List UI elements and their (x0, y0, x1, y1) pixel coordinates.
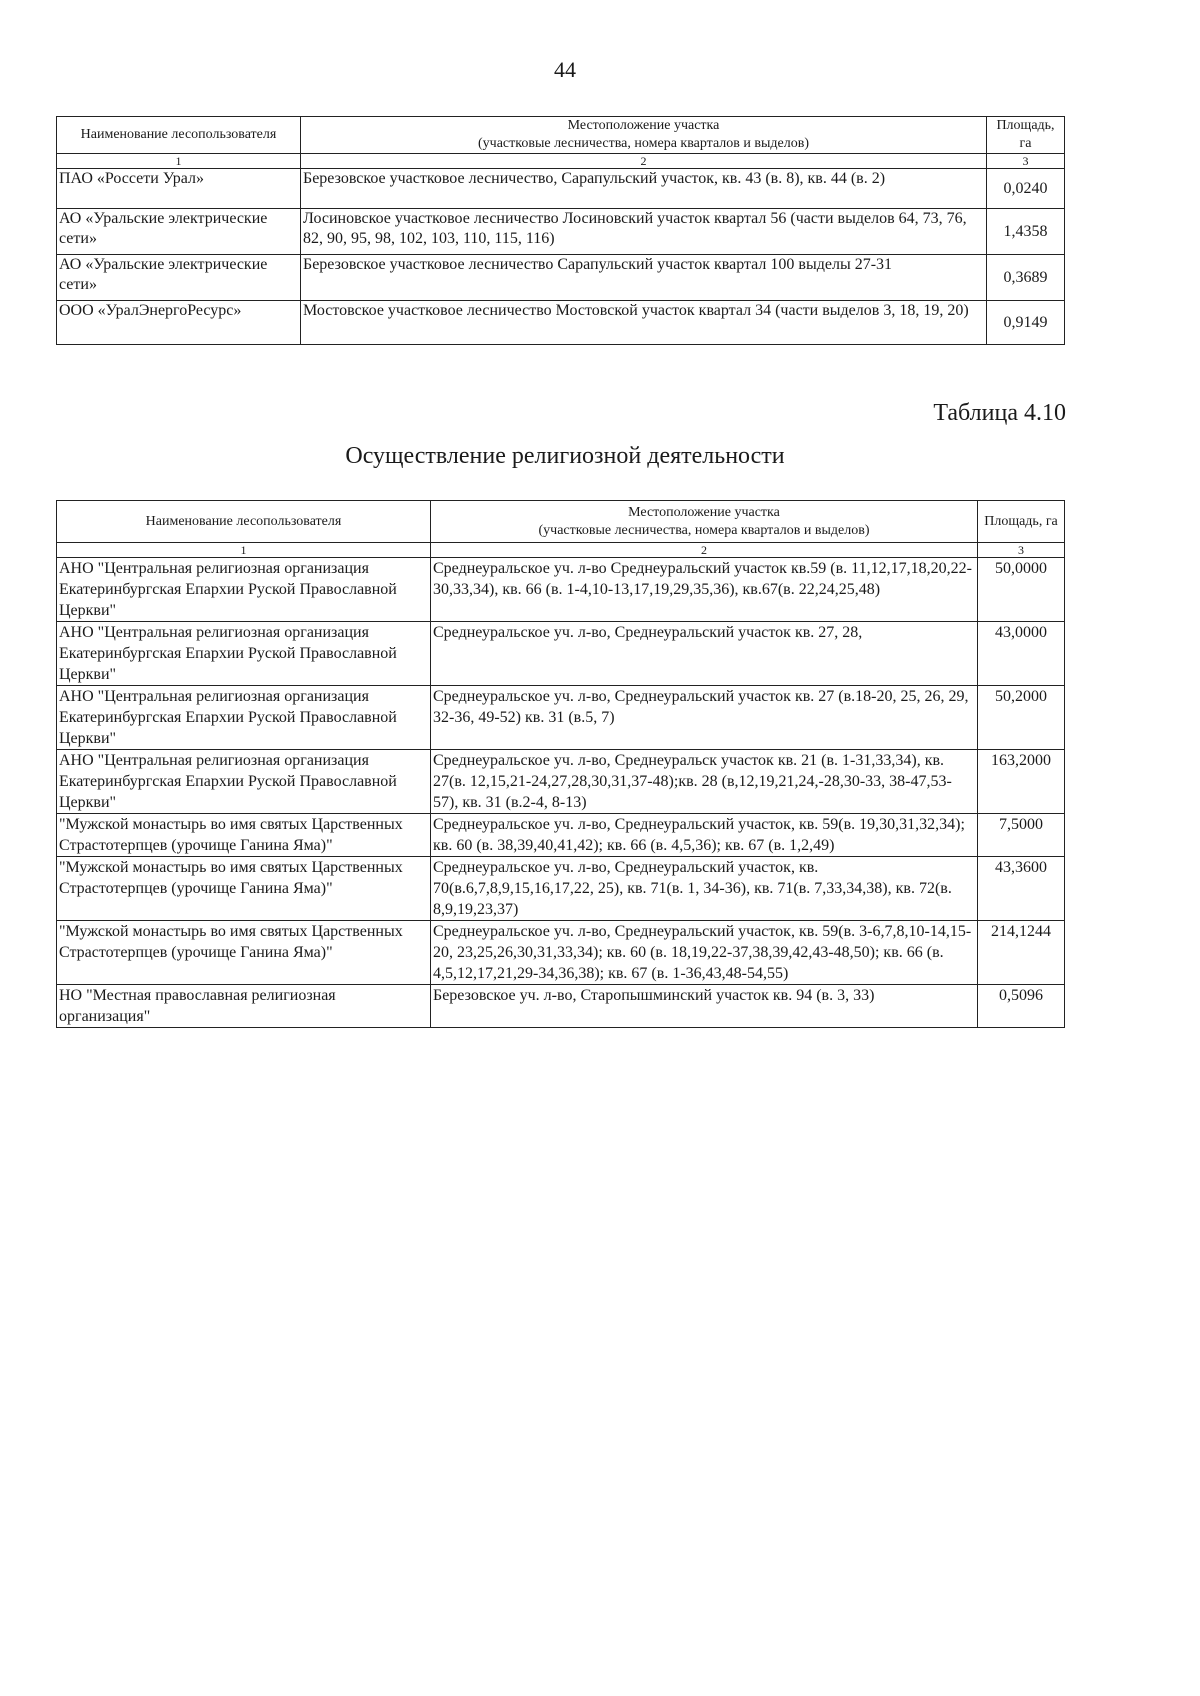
table-row (57, 985, 1065, 1028)
page-number: 44 (554, 57, 576, 82)
cell-location: Среднеуральское уч. л-во, Среднеуральский участок, кв. 59(в. 19,30,31,32,34); кв. 60 (в. 38,39,40,41,42); кв. 66 (в. 4,5,36); кв. 67 (в. 1,2,49) (431, 814, 978, 857)
cell-area: 214,1244 (978, 921, 1065, 985)
cell-area: 43,0000 (978, 622, 1065, 686)
column-number-row: 1 2 3 (57, 154, 1065, 169)
table-row (57, 921, 1065, 985)
table-row (57, 301, 1065, 345)
cell-area: 50,0000 (978, 558, 1065, 622)
cell-area: 43,3600 (978, 857, 1065, 921)
cell-location: Березовское участковое лесничество Сарапульский участок квартал 100 выделы 27-31 (301, 255, 987, 301)
cell-location: Среднеуральское уч. л-во, Среднеуральский участок кв. 27 (в.18-20, 25, 26, 29, 32-36, 49-52) кв. 31 (в.5, 7) (431, 686, 978, 750)
cell-location: Среднеуральское уч. л-во, Среднеуральский участок кв. 27, 28, (431, 622, 978, 686)
cell-user: "Мужской монастырь во имя святых Царственных Страстотерпцев (урочище Ганина Яма)" (57, 921, 431, 985)
header-area: Площадь, га (978, 501, 1065, 543)
cell-location: Лосиновское участковое лесничество Лосиновский участок квартал 56 (части выделов 64, 73, 76, 82, 90, 95, 98, 102, 103, 110, 115, 116) (301, 209, 987, 255)
cell-area: 50,2000 (978, 686, 1065, 750)
cell-location: Среднеуральское уч. л-во, Среднеуральск участок кв. 21 (в. 1-31,33,34), кв. 27(в. 12,15,21-24,27,28,30,31,37-48);кв. 28 (в,12,19,21,24,-28,30-33, 38-47,53-57), кв. 31 (в.2-4, 8-13) (431, 750, 978, 814)
cell-user: АО «Уральские электрические сети» (57, 209, 301, 255)
cell-area: 0,3689 (987, 255, 1065, 301)
cell-location: Мостовское участковое лесничество Мостовской участок квартал 34 (части выделов 3, 18, 19, 20) (301, 301, 987, 345)
religious-activity-table (56, 500, 1065, 1028)
cell-user: "Мужской монастырь во имя святых Царственных Страстотерпцев (урочище Ганина Яма)" (57, 857, 431, 921)
cell-user: АНО "Центральная религиозная организация Екатеринбургская Епархии Руской Православной Церкви" (57, 622, 431, 686)
cell-area: 7,5000 (978, 814, 1065, 857)
table-row (57, 209, 1065, 255)
cell-user: АО «Уральские электрические сети» (57, 255, 301, 301)
cell-user: ООО «УралЭнергоРесурс» (57, 301, 301, 345)
table-row (57, 814, 1065, 857)
table-number-label: Таблица 4.10 (933, 400, 1066, 426)
cell-user: АНО "Центральная религиозная организация Екатеринбургская Епархии Руской Православной Церкви" (57, 686, 431, 750)
cell-location: Березовское уч. л-во, Старопышминский участок кв. 94 (в. 3, 33) (431, 985, 978, 1028)
header-user: Наименование лесопользователя (57, 117, 301, 154)
table-header-row (57, 501, 1065, 543)
table-row (57, 750, 1065, 814)
table-row (57, 558, 1065, 622)
cell-user: АНО "Центральная религиозная организация Екатеринбургская Епархии Руской Православной Церкви" (57, 558, 431, 622)
cell-location: Среднеуральское уч. л-во, Среднеуральский участок, кв. 70(в.6,7,8,9,15,16,17,22, 25), кв. 71(в. 1, 34-36), кв. 71(в. 7,33,34,38), кв. 72(в. 8,9,19,23,37) (431, 857, 978, 921)
cell-location: Березовское участковое лесничество, Сарапульский участок, кв. 43 (в. 8), кв. 44 (в. 2) (301, 169, 987, 209)
cell-location: Среднеуральское уч. л-во, Среднеуральский участок, кв. 59(в. 3-6,7,8,10-14,15-20, 23,25,26,30,31,33,34); кв. 60 (в. 18,19,22-37,38,39,42,43-48,50); кв. 66 (в. 4,5,12,17,21,29-34,36,38); кв. 67 (в. 1-36,43,48-54,55) (431, 921, 978, 985)
table-row (57, 255, 1065, 301)
column-number-row: 1 2 3 (57, 543, 1065, 558)
header-location: Местоположение участка (участковые лесничества, номера кварталов и выделов) (431, 501, 978, 543)
cell-user: "Мужской монастырь во имя святых Царственных Страстотерпцев (урочище Ганина Яма)" (57, 814, 431, 857)
table-row (57, 686, 1065, 750)
cell-location: Среднеуральское уч. л-во Среднеуральский участок кв.59 (в. 11,12,17,18,20,22-30,33,34), кв. 66 (в. 1-4,10-13,17,19,29,35,36), кв.67(в. 22,24,25,48) (431, 558, 978, 622)
cell-area: 0,9149 (987, 301, 1065, 345)
cell-area: 1,4358 (987, 209, 1065, 255)
cell-user: НО "Местная православная религиозная организация" (57, 985, 431, 1028)
table-caption: Осуществление религиозной деятельности (345, 443, 785, 469)
cell-area: 0,5096 (978, 985, 1065, 1028)
table-row (57, 169, 1065, 209)
cell-user: АНО "Центральная религиозная организация Екатеринбургская Епархии Руской Православной Церкви" (57, 750, 431, 814)
cell-area: 163,2000 (978, 750, 1065, 814)
forest-users-table (56, 116, 1065, 345)
header-location: Местоположение участка (участковые лесничества, номера кварталов и выделов) (301, 117, 987, 154)
table-row (57, 857, 1065, 921)
cell-user: ПАО «Россети Урал» (57, 169, 301, 209)
header-user: Наименование лесопользователя (57, 501, 431, 543)
cell-area: 0,0240 (987, 169, 1065, 209)
table-header-row (57, 117, 1065, 154)
table-row (57, 622, 1065, 686)
header-area: Площадь, га (987, 117, 1065, 154)
